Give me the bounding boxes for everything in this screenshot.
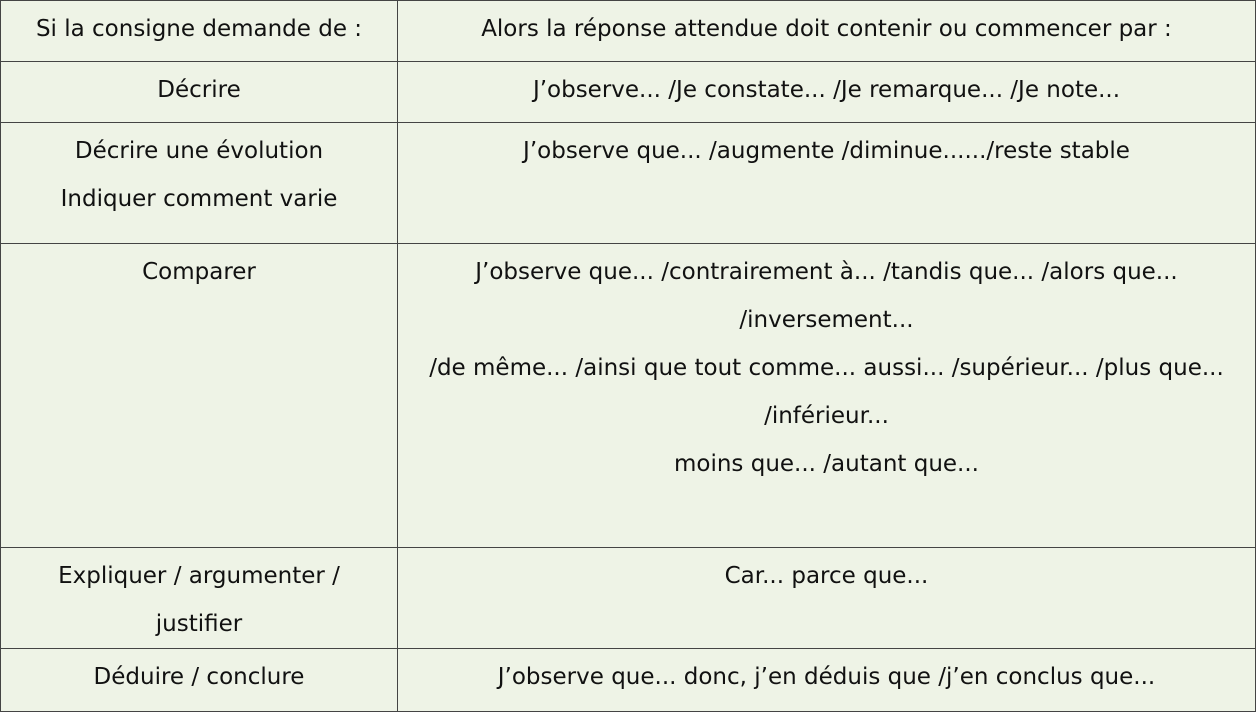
answer-cell	[398, 62, 1256, 123]
instruction-text: Indiquer comment varie	[60, 186, 338, 212]
answer-cell	[398, 123, 1256, 244]
answer-text: J’observe que... /augmente /diminue....../reste stable	[523, 138, 1130, 164]
answer-text: /de même... /ainsi que tout comme... aussi... /supérieur... /plus que... /inférieur...	[429, 355, 1224, 429]
table-row	[1, 123, 1256, 244]
instruction-cell	[1, 548, 398, 649]
instruction-text: Expliquer / argumenter / justifier	[58, 563, 340, 637]
answer-text: J’observe que... /contrairement à... /tandis que... /alors que... /inversement...	[475, 259, 1178, 333]
table-row	[1, 649, 1256, 712]
table-header-row	[1, 1, 1256, 62]
header-cell-instruction	[1, 1, 398, 62]
instruction-cell	[1, 123, 398, 244]
instruction-text: Comparer	[142, 259, 256, 285]
header-answer-text: Alors la réponse attendue doit contenir ou commencer par :	[481, 16, 1172, 42]
answer-text: J’observe que... donc, j’en déduis que /j’en conclus que...	[497, 664, 1156, 690]
instruction-cell	[1, 649, 398, 712]
table-row	[1, 548, 1256, 649]
answer-cell	[398, 548, 1256, 649]
answer-cell	[398, 649, 1256, 712]
instruction-text: Décrire	[157, 77, 241, 103]
answer-text: moins que... /autant que...	[673, 451, 979, 477]
header-cell-answer	[398, 1, 1256, 62]
table-row	[1, 62, 1256, 123]
instruction-cell	[1, 244, 398, 548]
instruction-text: Décrire une évolution	[74, 138, 324, 164]
answer-cell	[398, 244, 1256, 548]
table-row	[1, 244, 1256, 548]
answer-text: J’observe... /Je constate... /Je remarque... /Je note...	[532, 77, 1121, 103]
instruction-cell	[1, 62, 398, 123]
answer-text: Car... parce que...	[724, 563, 929, 589]
header-instruction-text: Si la consigne demande de :	[35, 16, 363, 42]
instruction-text: Déduire / conclure	[93, 664, 305, 690]
